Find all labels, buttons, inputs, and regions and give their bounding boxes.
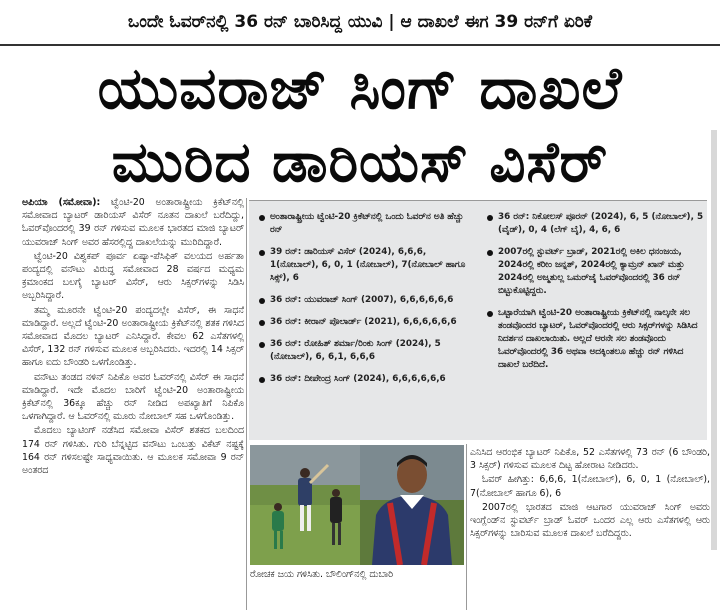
kicker: ಒಂದೇ ಓವರ್‌ನಲ್ಲಿ 36 ರನ್ ಬಾರಿಸಿದ್ದ ಯುವಿ | ಆ ದಾಖಲೆ ಈಗ 39 ರನ್‌ಗೆ ಏರಿಕೆ (127, 12, 593, 32)
bullet-icon (487, 215, 493, 221)
column-divider-right (466, 444, 467, 610)
article-paragraph: 2007ರಲ್ಲಿ ಭಾರತದ ಮಾಜಿ ಆಟಗಾರ ಯುವರಾಜ್ ಸಿಂಗ್ ಅವರು ಇಂಗ್ಲೆಂಡ್‌ನ ಸ್ಟುವರ್ಟ್ ಬ್ರಾಡ್ ಓವರ್ ಒಂದರ ಎಲ್ಲ ಆರು ಎಸೆತಗಳಲ್ಲಿ ಆರು ಸಿಕ್ಸರ್‌ಗಳನ್ನು ಬಾರಿಸುವ ಮೂಲಕ ದಾಖಲೆ ಬರೆದಿದ್ದರು. (470, 501, 710, 540)
article-right-column (470, 446, 710, 610)
headline-line-1: ಯುವರಾಜ್ ಸಿಂಗ್ ದಾಖಲೆ (97, 54, 623, 122)
article-paragraph: ಓವರ್ ಹೀಗಿತ್ತು: 6,6,6, 1(ನೋಬಾಲ್), 6, 0, 1 (ನೋಬಾಲ್), 7(ನೋಬಾಲ್ ಹಾಗೂ 6), 6 (470, 474, 710, 499)
article-paragraph: ಎನಿಸಿದ ಆರಂಭಿಕ ಬ್ಯಾಟರ್ ನಿಪಿಕೊ, 52 ಎಸೆತಗಳಲ್ಲಿ 73 ರನ್ (6 ಬೌಂಡರಿ, 3 ಸಿಕ್ಸರ್) ಗಳಿಸುವ ಮೂಲಕ ದಿಟ್ಟ ಹೋರಾಟ ನೀಡಿದರು. (470, 447, 710, 472)
bullet-icon (259, 320, 265, 326)
fact-item: ಅಂತಾರಾಷ್ಟ್ರೀಯ ಟ್ವೆಂಟಿ-20 ಕ್ರಿಕೆಟ್‌ನಲ್ಲಿ ಒಂದು ಓವರ್‌ನ ಅತಿ ಹೆಚ್ಚು ರನ್ (257, 211, 477, 237)
fact-item: ಒಟ್ಟಾರೆಯಾಗಿ ಟ್ವೆಂಟಿ-20 ಅಂತಾರಾಷ್ಟ್ರೀಯ ಕ್ರಿಕೆಟ್‌ನಲ್ಲಿ ನಾಲ್ಕನೇ ಸಲ ತಂಡವೊಂದರ ಬ್ಯಾಟರ್, ಓವರ್‌ವೊಂದರಲ್ಲಿ ಆರು ಸಿಕ್ಸರ್‌ಗಳನ್ನು ಸಿಡಿಸಿದ ನಿದರ್ಶನ ದಾಖಲಾಯಿತು. ಅಲ್ಲದೆ ಆರನೇ ಸಲ ತಂಡವೊಂದು ಓವರ್‌ವೊಂದರಲ್ಲಿ 36 ಅಥವಾ ಅದಕ್ಕಿಂತಲೂ ಹೆಚ್ಚು ರನ್ ಗಳಿಸಿದ ದಾಖಲೆ ಬರೆದಿದೆ. (485, 307, 705, 372)
bullet-icon (259, 215, 265, 221)
bullet-icon (259, 377, 265, 383)
factbox-column-1 (257, 211, 477, 395)
article-left-column (22, 196, 244, 610)
article-paragraph: ವನೌಟು ತಂಡದ ನಳಿನ್ ನಿಪಿಕೊ ಅವರ ಓವರ್‌ನಲ್ಲಿ ವಿಸೆರ್ ಈ ಸಾಧನೆ ಮಾಡಿದ್ದಾರೆ. ಇದೇ ಮೊದಲ ಬಾರಿಗೆ ಟ್ವೆಂಟಿ-20 ಅಂತಾರಾಷ್ಟ್ರೀಯ ಕ್ರಿಕೆಟ್‌ನಲ್ಲಿ 36ಕ್ಕೂ ಹೆಚ್ಚು ರನ್ ನೀಡಿದ ಅಪಖ್ಯಾತಿಗೆ ನಿಪಿಕೊ ಒಳಗಾಗಿದ್ದಾರೆ. ಆ ಓವರ್‌ನಲ್ಲಿ ಮೂರು ನೋಬಾಲ್ ಸಹ ಒಳಗೊಂಡಿತ್ತು. (22, 371, 244, 423)
record-factbox (249, 200, 707, 440)
scrollbar-track[interactable] (711, 130, 717, 550)
bullet-icon (487, 250, 493, 256)
fact-item: 36 ರನ್: ಕೀರಾನ್ ಪೊಲಾರ್ಡ್ (2021), 6,6,6,6,6,6 (257, 316, 477, 329)
factbox-column-2 (485, 211, 705, 381)
kicker-rule (0, 44, 720, 46)
fact-item: 2007ರಲ್ಲಿ ಸ್ಟುವರ್ಟ್ ಬ್ರಾಡ್, 2021ರಲ್ಲಿ ಅಕಿಲ ಧನಂಜಯ, 2024ರಲ್ಲಿ ಕರೀಂ ಜನ್ನತ್, 2024ರಲ್ಲಿ ಕ್ಯಾಮ್ರನ್ ಖಾನ್ ಮತ್ತು 2024ರಲ್ಲಿ ಅಜ್ಮತುಲ್ಲ ಒಮರ್‌ಜೈ ಓವರ್‌ವೊಂದರಲ್ಲಿ 36 ರನ್ ಬಿಟ್ಟುಕೊಟ್ಟಿದ್ದರು. (485, 246, 705, 298)
article-paragraph: ಟ್ವೆಂಟಿ-20 ವಿಶ್ವಕಪ್ ಪೂರ್ವ ಏಷ್ಯಾ-ಪೆಸಿಫಿಕ್ ವಲಯದ ಅರ್ಹತಾ ಪಂದ್ಯದಲ್ಲಿ ವನೌಟು ವಿರುದ್ಧ ಸಮೋವಾದ 28 ವರ್ಷದ ಮಧ್ಯಮ ಕ್ರಮಾಂಕದ ಬಲಗೈ ಬ್ಯಾಟರ್ ವಿಸೆರ್, ಆರು ಸಿಕ್ಸರ್‌ಗಳನ್ನು ಸಿಡಿಸಿ ಅಬ್ಬರಿಸಿದ್ದಾರೆ. (22, 250, 244, 302)
column-divider-left (246, 198, 247, 610)
bullet-icon (259, 250, 265, 256)
article-paragraph: ಮೊದಲು ಬ್ಯಾಟಿಂಗ್ ನಡೆಸಿದ ಸಮೋವಾ ವಿಸೆರ್ ಶತಕದ ಬಲದಿಂದ 174 ರನ್ ಗಳಿಸಿತು. ಗುರಿ ಬೆನ್ನಟ್ಟಿದ ವನೌಟು ಒಂಬತ್ತು ವಿಕೆಟ್ ನಷ್ಟಕ್ಕೆ 164 ರನ್ ಗಳಿಸಲಷ್ಟೇ ಸಾಧ್ಯವಾಯಿತು. ಆ ಮೂಲಕ ಸಮೋವಾ 9 ರನ್ ಅಂತರದ (22, 425, 244, 477)
headline-line-2: ಮುರಿದ ಡಾರಿಯಸ್ ವಿಸೆರ್ (111, 130, 609, 195)
bullet-icon (487, 311, 493, 317)
bullet-icon (259, 342, 265, 348)
article-photo (250, 445, 464, 565)
bullet-icon (259, 298, 265, 304)
fact-item: 36 ರನ್: ರೋಹಿತ್ ಶರ್ಮಾ/ರಿಂಕು ಸಿಂಗ್ (2024), 5 (ನೋಬಾಲ್), 6, 6,1, 6,6,6 (257, 338, 477, 364)
fact-item: 36 ರನ್: ನಿಕೋಲಸ್ ಪೂರನ್ (2024), 6, 5 (ನೋಬಾಲ್), 5 (ವೈಡ್), 0, 4 (ಲೆಗ್ ಬೈ), 4, 6, 6 (485, 211, 705, 237)
fact-item: 36 ರನ್: ದೀಪೇಂದ್ರ ಸಿಂಗ್ (2024), 6,6,6,6,6,6 (257, 373, 477, 386)
fact-item: 36 ರನ್: ಯುವರಾಜ್ ಸಿಂಗ್ (2007), 6,6,6,6,6,6 (257, 294, 477, 307)
dateline: ಅಪಿಯಾ (ಸಮೋವಾ): (22, 197, 101, 208)
article-paragraph: ತಮ್ಮ ಮೂರನೇ ಟ್ವೆಂಟಿ-20 ಪಂದ್ಯದಲ್ಲೇ ವಿಸೆರ್, ಈ ಸಾಧನೆ ಮಾಡಿದ್ದಾರೆ. ಅಲ್ಲದೆ ಟ್ವೆಂಟಿ-20 ಅಂತಾರಾಷ್ಟ್ರೀಯ ಕ್ರಿಕೆಟ್‌ನಲ್ಲಿ ಶತಕ ಗಳಿಸಿದ ಸಮೋವಾದ ಮೊದಲ ಬ್ಯಾಟರ್ ಎನಿಸಿದ್ದಾರೆ. ಕೇವಲ 62 ಎಸೆತಗಳಲ್ಲಿ ವಿಸೆರ್, 132 ರನ್ ಗಳಿಸುವ ಮೂಲಕ ಅಬ್ಬರಿಸಿದರು. ಇದರಲ್ಲಿ 14 ಸಿಕ್ಸರ್ ಹಾಗೂ ಐದು ಬೌಂಡರಿ ಒಳಗೊಂಡಿತ್ತು. (22, 304, 244, 369)
photo-caption: ರೋಚಕ ಜಯ ಗಳಿಸಿತು. ಬೌಲಿಂಗ್‌ನಲ್ಲಿ ದುಬಾರಿ (250, 569, 394, 580)
photo-illustration (250, 445, 464, 565)
fact-item: 39 ರನ್: ಡಾರಿಯಸ್ ವಿಸೆರ್ (2024), 6,6,6, 1(ನೋಬಾಲ್), 6, 0, 1 (ನೋಬಾಲ್), 7(ನೋಬಾಲ್ ಹಾಗೂ ಸಿಕ್ಸ್), 6 (257, 246, 477, 285)
article-paragraph: ಅಪಿಯಾ (ಸಮೋವಾ): ಟ್ವೆಂಟಿ-20 ಅಂತಾರಾಷ್ಟ್ರೀಯ ಕ್ರಿಕೆಟ್‌ನಲ್ಲಿ ಸಮೋವಾದ ಬ್ಯಾಟರ್ ಡಾರಿಯಸ್ ವಿಸೆರ್ ನೂತನ ದಾಖಲೆ ಬರೆದಿದ್ದು, ಓವರ್‌ವೊಂದರಲ್ಲಿ 39 ರನ್ ಗಳಿಸುವ ಮೂಲಕ ಭಾರತದ ಮಾಜಿ ಬ್ಯಾಟರ್ ಯುವರಾಜ್ ಸಿಂಗ್ ಅವರ ಹೆಸರಲ್ಲಿದ್ದ ದಾಖಲೆಯನ್ನು ಮುರಿದಿದ್ದಾರೆ. (22, 197, 244, 248)
